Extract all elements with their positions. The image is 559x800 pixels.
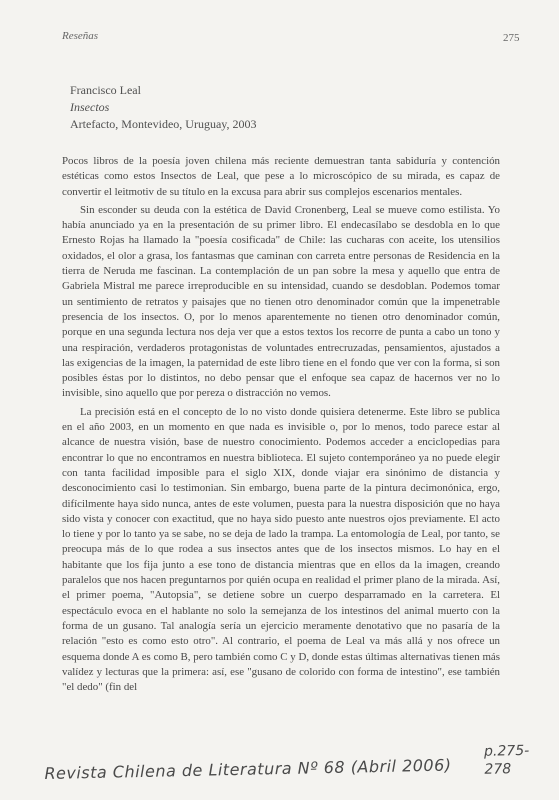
book-author: Francisco Leal [70, 83, 141, 97]
review-body [62, 154, 500, 698]
paragraph: La precisión está en el concepto de lo no visto donde quisiera detenerme. Este libro se publica en el año 2003, en un momento en que nada es invisible o, por lo menos, todo parece estar al alcance de nuestra visión, base de nuestro conocimiento. Podemos acceder a enciclopedias para encontrar lo que no encontramos en nuestra biblioteca. El sujeto contemporáneo ya no puede elegir con tanta facilidad imposible para el siglo XIX, donde viajar era sinónimo de distancia y desconocimiento casi lo testimonian. Sin embargo, buena parte de la pintura decimonónica, ergo, difícilmente haya sido nunca, antes de este volumen, puesta para la nuestra disposición que no haya sido vista y conocer con exactitud, que no haya sido puesto ante nuestros ojos previamente. El acto lo tiene y por lo tanto ya se sabe, no se deja de lado la trampa. La entomología de Leal, por tanto, se preocupa más de lo que rodea a sus insectos antes que de los insectos mismos. Lo hay en el habitante que los fija junto a ese tono de distancia mientras que en ellos da la imagen, creando paralelos que nos hacen preguntarnos por quién ocupa en realidad el primer plano de la mirada. Así, el primer poema, "Autopsia", se detiene sobre un cuerpo desparramado en la carretera. El espectáculo evoca en el hablante no solo la semejanza de los intestinos del animal muerto con la forma de un gusano. Tal analogía sería un ejercicio meramente denotativo que no pasaría de la relación "esto es como esto otro". Al contrario, el poema de Leal va más allá y nos ofrece un esquema donde A es como B, pero también como C y D, donde estas últimas alternativas tienen más valídez y lecturas que la primera: así, ese "gusano de colorido con forma de intestino", ese también "el dedo" (fin del [62, 405, 500, 694]
bibliographic-entry [70, 82, 257, 133]
book-title: Insectos [70, 100, 110, 114]
section-header: Reseñas [62, 30, 99, 42]
page-number: 275 [503, 32, 520, 44]
handwritten-annotation [44, 742, 530, 796]
paragraph: Pocos libros de la poesía joven chilena más reciente demuestran tanta sabiduría y contención estéticas como estos Insectos de Leal, que pese a lo microscópico de su mirada, es capaz de convertir el leitmotiv de su título en la excusa para abrir sus complejos escenarios mentales. [62, 155, 500, 198]
handwritten-pages: p.275-278 [483, 742, 530, 778]
paragraph: Sin esconder su deuda con la estética de David Cronenberg, Leal se mueve como estilista. Yo había anunciado ya en la presentación de su primer libro. El endecasílabo se desdobla en lo que Ernesto Rojas ha llamado la "poesía cosificada" de Chile: las cucharas con aceite, los utensilios oxidados, el olor a grasa, los fantasmas que caminan con carreta entre personas de Residencia en la tierra de Neruda me fascinan. La contemplación de un pan sobre la mesa y aquello que entra de Gabriela Mistral me parece irreproducible en su intensidad, cuando se desdoblan. Podemos tomar un sentimiento de retratos y paisajes que no tienen otro denominador común que la impenetrable presencia de los insectos. O, por lo menos aparentemente no tienen otro denominador común, porque en una segunda lectura nos deja ver que a estos textos los recorre de punta a cabo un tono y una respiración, verdaderos protagonistas de voluntades entrecruzadas, pensamientos, ajustados a las exigencias de la imagen, la paternidad de este libro tiene en el fondo que ver con la forma, si son posibles éstas por lo distintos, no debo pensar que el enfoque sea capaz de hacernos ver no lo invisible, sino aquello que por pereza o distracción no vemos. [62, 203, 500, 400]
handwritten-source: Revista Chilena de Literatura Nº 68 (Abril 2006) [44, 755, 452, 783]
book-publisher: Artefacto, Montevideo, Uruguay, 2003 [70, 117, 257, 131]
